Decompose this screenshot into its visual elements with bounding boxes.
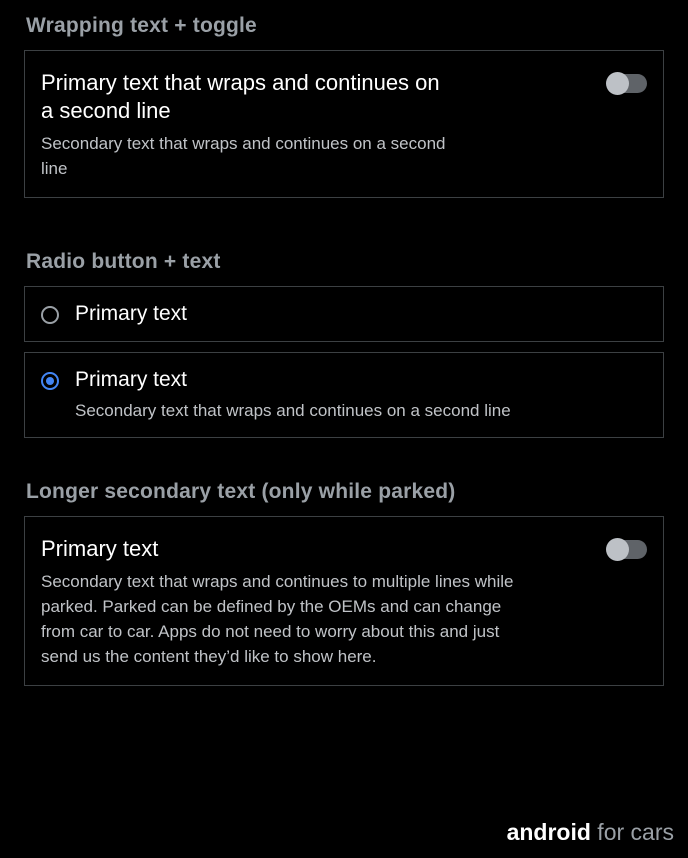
section-spacer (24, 208, 664, 236)
toggle-knob-icon (606, 72, 629, 95)
text-block (41, 69, 591, 181)
row (41, 367, 647, 423)
secondary-text: Secondary text that wraps and continues on a second line (75, 401, 511, 420)
row (41, 535, 647, 563)
primary-text: Primary text that wraps and continues on a second line (41, 70, 440, 123)
footer-brand-suffix: for cars (590, 819, 674, 845)
primary-text: Primary text (75, 368, 188, 391)
list-item-radio-unselected[interactable] (24, 286, 664, 342)
secondary-text: Secondary text that wraps and continues on a second line (41, 134, 446, 178)
toggle-switch[interactable] (607, 74, 647, 93)
list-item-wrapping-text-toggle[interactable] (24, 50, 664, 198)
row (41, 69, 647, 181)
toggle-knob-icon (606, 538, 629, 561)
row (41, 301, 647, 327)
radio-button-selected-icon[interactable] (41, 372, 59, 390)
section-title-longer-secondary-text: Longer secondary text (only while parked) (26, 480, 456, 503)
text-block (75, 367, 511, 423)
text-block (75, 301, 187, 327)
toggle-switch[interactable] (607, 540, 647, 559)
list-item-radio-selected[interactable] (24, 352, 664, 438)
primary-text: Primary text (75, 302, 188, 325)
footer-brand (507, 819, 674, 846)
section-title-radio-button-text: Radio button + text (26, 250, 221, 273)
section-title-wrapping-text-toggle: Wrapping text + toggle (26, 14, 257, 37)
footer-brand-name: android (506, 819, 591, 845)
primary-text: Primary text (41, 536, 159, 561)
radio-button-icon[interactable] (41, 306, 59, 324)
list-item-longer-secondary-text[interactable] (24, 516, 664, 686)
section-spacer (24, 448, 664, 466)
secondary-text: Secondary text that wraps and continues to multiple lines while parked. Parked can be defined by the OEMs and can change from car to car. Apps do not need to worry about this and just send us the content they’d like to show here. (41, 572, 514, 666)
